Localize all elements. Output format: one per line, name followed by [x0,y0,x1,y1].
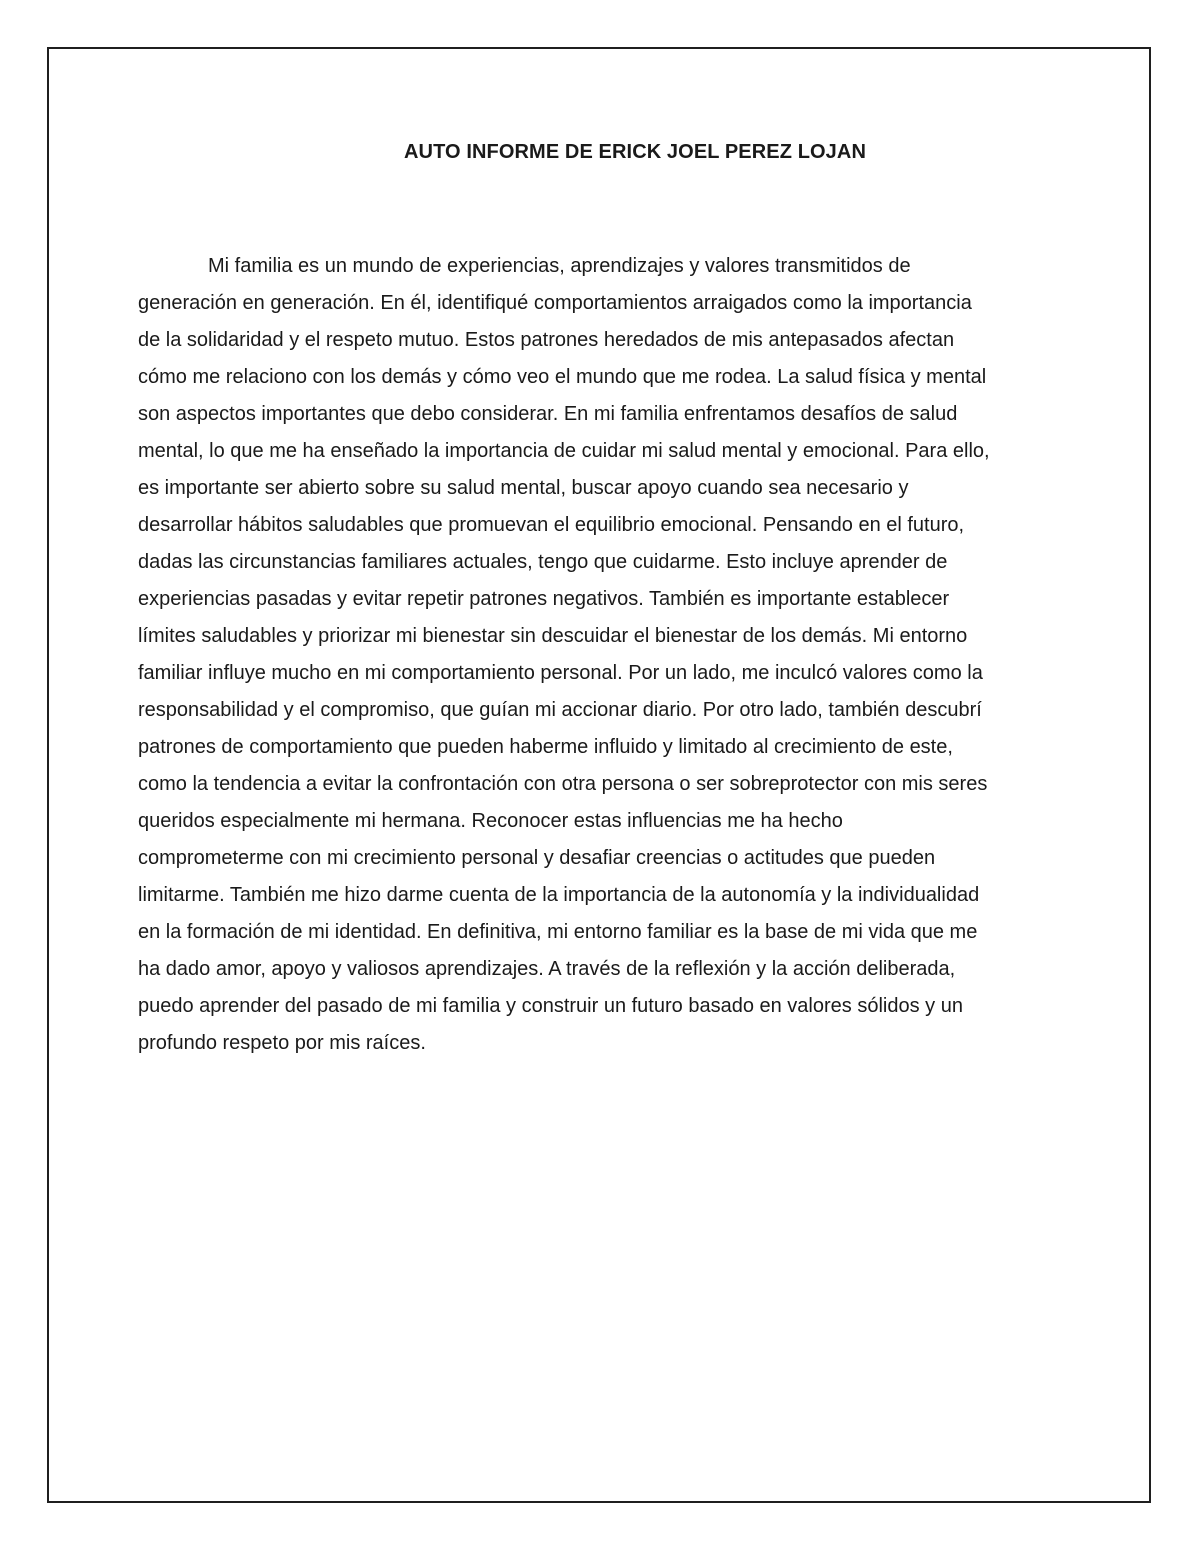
body-line-2: generación en generación. En él, identifiqué comportamientos arraigados como la importancia [138,292,972,314]
body-line-11: límites saludables y priorizar mi bienestar sin descuidar el bienestar de los demás. Mi entorno [138,625,968,647]
body-line-1: Mi familia es un mundo de experiencias, aprendizajes y valores transmitidos de [208,255,911,277]
body-line-8: desarrollar hábitos saludables que promuevan el equilibrio emocional. Pensando en el futuro, [138,514,965,536]
body-line-15: como la tendencia a evitar la confrontación con otra persona o ser sobreprotector con mis seres [138,773,988,795]
body-line-5: son aspectos importantes que debo considerar. En mi familia enfrentamos desafíos de salud [138,403,958,425]
body-line-19: en la formación de mi identidad. En definitiva, mi entorno familiar es la base de mi vida que me [138,921,978,943]
body-line-12: familiar influye mucho en mi comportamiento personal. Por un lado, me inculcó valores como la [138,662,983,684]
body-line-7: es importante ser abierto sobre su salud mental, buscar apoyo cuando sea necesario y [138,477,909,499]
body-line-6: mental, lo que me ha enseñado la importancia de cuidar mi salud mental y emocional. Para ello, [138,440,990,462]
body-line-17: comprometerme con mi crecimiento personal y desafiar creencias o actitudes que pueden [138,847,936,869]
body-line-22: profundo respeto por mis raíces. [138,1032,426,1054]
body-line-4: cómo me relaciono con los demás y cómo veo el mundo que me rodea. La salud física y mental [138,366,987,388]
body-line-10: experiencias pasadas y evitar repetir patrones negativos. También es importante establecer [138,588,950,610]
document-body [138,248,1078,1062]
body-line-16: queridos especialmente mi hermana. Reconocer estas influencias me ha hecho [138,810,843,832]
body-line-14: patrones de comportamiento que pueden haberme influido y limitado al crecimiento de este, [138,736,953,758]
body-line-20: ha dado amor, apoyo y valiosos aprendizajes. A través de la reflexión y la acción deliberada, [138,958,956,980]
document-title: AUTO INFORME DE ERICK JOEL PEREZ LOJAN [403,141,866,163]
body-line-13: responsabilidad y el compromiso, que guían mi accionar diario. Por otro lado, también descubrí [138,699,982,721]
body-line-9: dadas las circunstancias familiares actuales, tengo que cuidarme. Esto incluye aprender de [138,551,948,573]
body-line-18: limitarme. También me hizo darme cuenta de la importancia de la autonomía y la individualidad [138,884,980,906]
body-line-21: puedo aprender del pasado de mi familia y construir un futuro basado en valores sólidos y un [138,995,963,1017]
body-line-3: de la solidaridad y el respeto mutuo. Estos patrones heredados de mis antepasados afectan [138,329,955,351]
